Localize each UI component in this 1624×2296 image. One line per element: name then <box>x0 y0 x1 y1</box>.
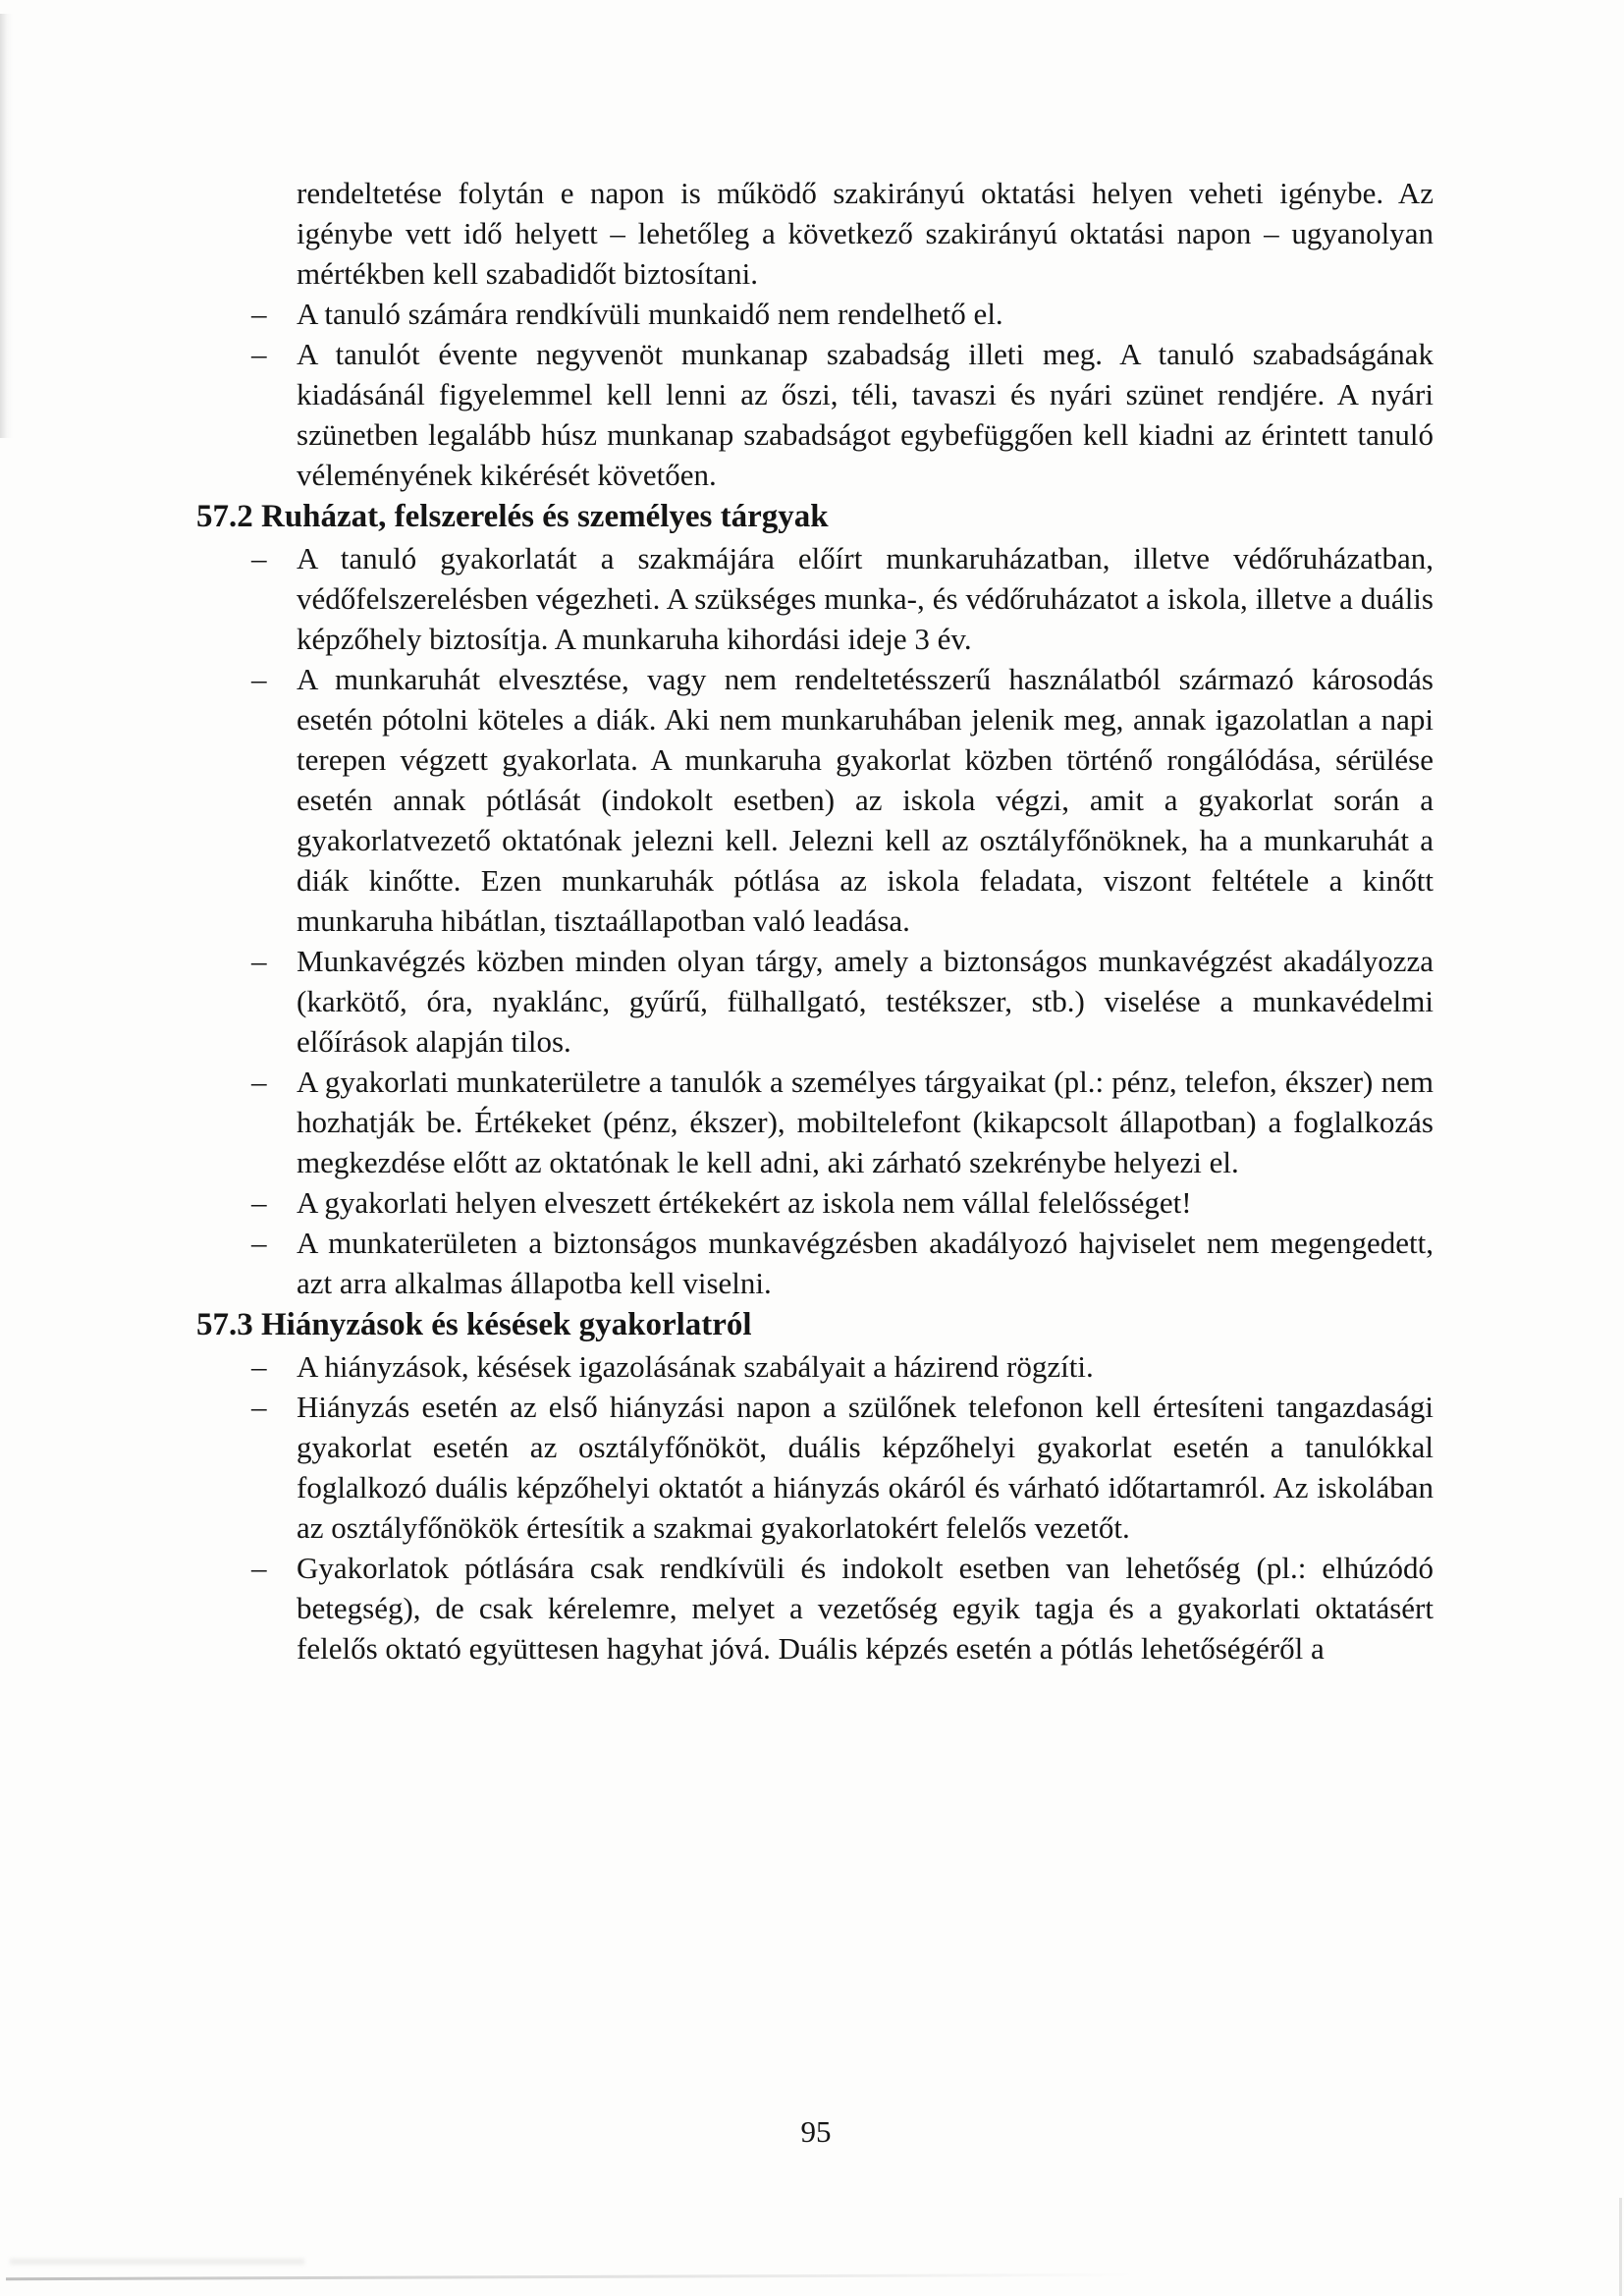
list-item <box>196 659 1434 941</box>
bullet-dash: – <box>251 1065 267 1099</box>
scan-artifact-smudge <box>10 2259 304 2265</box>
bullet-dash: – <box>251 944 267 978</box>
page-number: 95 <box>800 2114 832 2149</box>
section-heading-57-2: 57.2 Ruházat, felszerelés és személyes tárgyak <box>196 499 829 534</box>
intro-bullet-list <box>196 294 1435 495</box>
list-item <box>196 1182 1434 1223</box>
list-item-text: A tanuló gyakorlatát a szakmájára előírt munkaruházatban, illetve védőruházatban, védőfelszerelésben végezheti. A szükséges munka-, és védőruházatot a iskola, illetve a duális képzőhely biztosítja. A munkaruha kihordási ideje 3 év. <box>297 541 1434 656</box>
list-item-text: Munkavégzés közben minden olyan tárgy, amely a biztonságos munkavégzést akadályozza (karkötő, óra, nyaklánc, gyűrű, fülhallgató, testékszer, stb.) viselése a munkavédelmi előírások alapján tilos. <box>297 944 1434 1059</box>
list-item-text: A munkaterületen a biztonságos munkavégzésben akadályozó hajviselet nem megengedett, azt arra alkalmas állapotba kell viselni. <box>297 1226 1434 1300</box>
section-heading-57-3: 57.3 Hiányzások és késések gyakorlatról <box>196 1307 752 1342</box>
page-content <box>196 173 1435 1668</box>
bullet-dash: – <box>251 337 267 371</box>
bullet-dash: – <box>251 662 267 696</box>
list-item <box>196 1223 1434 1303</box>
list-item-text: A gyakorlati munkaterületre a tanulók a személyes tárgyaikat (pl.: pénz, telefon, ékszer) nem hozhatják be. Értékeket (pénz, ékszer), mobiltelefont (kikapcsolt állapotban) a foglalkozás megkezdése előtt az oktatónak le kell adni, aki zárható szekrénybe helyezi el. <box>297 1065 1434 1179</box>
list-item <box>196 1346 1434 1387</box>
scan-artifact-left-strip <box>0 14 13 438</box>
section-57-2-bullet-list <box>196 538 1435 1303</box>
bullet-dash: – <box>251 1185 267 1220</box>
list-item <box>196 1062 1434 1182</box>
scan-artifact-bottom-line <box>6 2273 1135 2280</box>
continuation-paragraph: rendeltetése folytán e napon is működő szakirányú oktatási helyen veheti igénybe. Az igénybe vett idő helyett – lehetőleg a következő szakirányú oktatási napon – ugyanolyan mértékben kell szabadidőt biztosítani. <box>297 176 1434 291</box>
bullet-dash: – <box>251 1390 267 1424</box>
list-item <box>196 1387 1434 1548</box>
list-item <box>196 941 1434 1062</box>
bullet-dash: – <box>251 541 267 575</box>
list-item <box>196 538 1434 659</box>
list-item-text: A munkaruhát elvesztése, vagy nem rendeltetésszerű használatból származó károsodás esetén pótolni köteles a diák. Aki nem munkaruhában jelenik meg, annak igazolatlan a napi terepen végzett gyakorlata. A munkaruha gyakorlat közben történő rongálódása, sérülése esetén annak pótlását (indokolt esetben) az iskola végzi, amit a gyakorlat során a gyakorlatvezető oktatónak jelezni kell. Jelezni kell az osztályfőnöknek, ha a munkaruhát a diák kinőtte. Ezen munkaruhák pótlása az iskola feladata, viszont feltétele a kinőtt munkaruha hibátlan, tisztaállapotban való leadása. <box>297 662 1434 938</box>
bullet-dash: – <box>251 1226 267 1260</box>
bullet-dash: – <box>251 1551 267 1585</box>
list-item-text: A tanulót évente negyvenöt munkanap szabadság illeti meg. A tanuló szabadságának kiadásánál figyelemmel kell lenni az őszi, téli, tavaszi és nyári szünet rendjére. A nyári szünetben legalább húsz munkanap szabadságot egybefüggően kell kiadni az érintett tanuló véleményének kikérését követően. <box>297 337 1434 492</box>
list-item-text: A gyakorlati helyen elveszett értékekért az iskola nem vállal felelősséget! <box>297 1185 1192 1220</box>
list-item-text: A hiányzások, késések igazolásának szabályait a házirend rögzíti. <box>297 1349 1094 1384</box>
list-item <box>196 1548 1434 1668</box>
bullet-dash: – <box>251 1349 267 1384</box>
list-item-text: Gyakorlatok pótlására csak rendkívüli és indokolt esetben van lehetőség (pl.: elhúzódó betegség), de csak kérelemre, melyet a vezetőség egyik tagja és a gyakorlati oktatásért felelős oktató együttesen hagyhat jóvá. Duális képzés esetén a pótlás lehetőségéről a <box>297 1551 1434 1666</box>
list-item <box>196 294 1434 334</box>
list-item-text: A tanuló számára rendkívüli munkaidő nem rendelhető el. <box>297 297 1003 331</box>
section-57-3-bullet-list <box>196 1346 1435 1668</box>
scan-artifact-right-edge <box>1619 2198 1622 2296</box>
list-item <box>196 334 1434 495</box>
bullet-dash: – <box>251 297 267 331</box>
list-item-text: Hiányzás esetén az első hiányzási napon a szülőnek telefonon kell értesíteni tangazdasági gyakorlat esetén az osztályfőnököt, duális képzőhelyi gyakorlat esetén a tanulókkal foglalkozó duális képzőhelyi oktatót a hiányzás okáról és várható időtartamról. Az iskolában az osztályfőnökök értesítik a szakmai gyakorlatokért felelős vezetőt. <box>297 1390 1434 1545</box>
